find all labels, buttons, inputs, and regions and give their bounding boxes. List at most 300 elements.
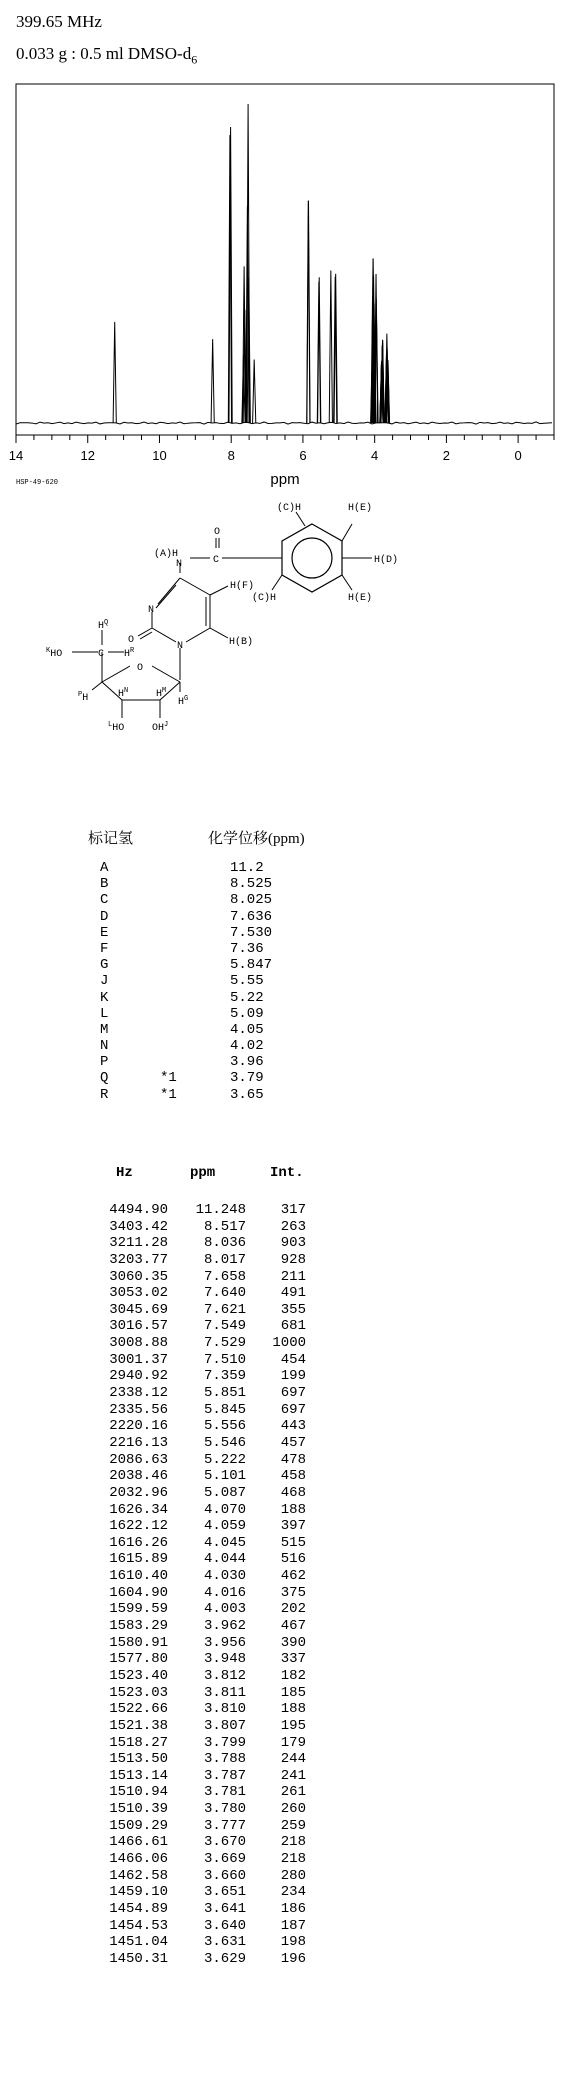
peak-int: 491 — [280, 1285, 306, 1302]
spectrometer-frequency: 399.65 MHz — [16, 12, 102, 31]
peak-ppm: 3.810 — [203, 1701, 246, 1718]
peak-int: 468 — [280, 1484, 306, 1501]
x-tick-label: 10 — [152, 448, 167, 463]
peak-hz: 1513.50 — [109, 1751, 168, 1768]
peak-hz: 1615.89 — [109, 1551, 168, 1568]
shift-value: 3.79 — [230, 1070, 264, 1087]
shift-value: 7.636 — [230, 908, 273, 925]
peak-hz: 3403.42 — [109, 1218, 168, 1235]
label-n1: N — [177, 641, 184, 652]
shift-row — [100, 1087, 340, 1103]
peak-hz: 3016.57 — [109, 1318, 168, 1335]
peak-int: 454 — [280, 1351, 306, 1368]
peak-hz: 3203.77 — [109, 1251, 168, 1268]
peak-ppm: 5.546 — [203, 1434, 246, 1451]
peak-int: 317 — [280, 1202, 306, 1218]
peak-hz: 2220.16 — [109, 1418, 168, 1435]
peak-int: 443 — [280, 1418, 306, 1435]
peak-table-header — [110, 1165, 330, 1185]
peak-row — [96, 1352, 326, 1369]
label-ribose-o: O — [137, 663, 144, 674]
bond-c5-hf — [210, 586, 228, 595]
shift-label: K — [100, 989, 109, 1006]
peak-hz: 1599.59 — [109, 1601, 168, 1618]
label-ch-top: (C)H — [277, 503, 302, 514]
x-tick-label: 4 — [371, 448, 379, 463]
shift-label: E — [100, 924, 109, 941]
shift-label: N — [100, 1038, 109, 1055]
peak-int: 390 — [280, 1634, 306, 1651]
label-he-top: H(E) — [348, 503, 373, 514]
shift-label: L — [100, 1005, 109, 1022]
hz-header: Hz — [116, 1165, 133, 1181]
peak-table — [96, 1202, 326, 1967]
peak-ppm: 3.956 — [203, 1634, 246, 1651]
peak-ppm: 5.087 — [203, 1484, 246, 1501]
peak-ppm: 3.631 — [203, 1934, 246, 1951]
peak-hz: 1522.66 — [109, 1701, 168, 1718]
sample-description — [16, 44, 197, 67]
x-tick-label: 0 — [514, 448, 522, 463]
label-he-bot: H(E) — [348, 593, 373, 604]
peak-ppm: 4.044 — [203, 1551, 246, 1568]
peak-ppm: 7.658 — [203, 1268, 246, 1285]
peak-row — [96, 1368, 326, 1385]
shift-label: D — [100, 908, 109, 925]
peak-row — [96, 1901, 326, 1918]
peak-ppm: 4.030 — [203, 1568, 246, 1585]
peak-hz: 1521.38 — [109, 1717, 168, 1734]
shift-value: 5.847 — [230, 957, 273, 974]
peak-hz: 1626.34 — [109, 1501, 168, 1518]
peak-int: 188 — [280, 1501, 306, 1518]
label-hf: H(F) — [230, 581, 255, 592]
peak-ppm: 7.510 — [203, 1351, 246, 1368]
peak-ppm: 4.059 — [203, 1518, 246, 1535]
peak-hz: 1610.40 — [109, 1568, 168, 1585]
peak-row — [96, 1235, 326, 1252]
peak-row — [96, 1318, 326, 1335]
peak-row — [96, 1502, 326, 1519]
shift-row — [100, 973, 340, 989]
peak-ppm: 3.629 — [203, 1950, 246, 1967]
peak-hz: 2335.56 — [109, 1401, 168, 1418]
peak-hz: 2038.46 — [109, 1468, 168, 1485]
peak-ppm: 8.017 — [203, 1251, 246, 1268]
peak-row — [96, 1402, 326, 1419]
peak-hz: 1454.53 — [109, 1917, 168, 1934]
peak-hz: 2032.96 — [109, 1484, 168, 1501]
bond-he-top — [342, 524, 352, 541]
peak-int: 903 — [280, 1235, 306, 1252]
peak-hz: 2086.63 — [109, 1451, 168, 1468]
peak-ppm: 5.845 — [203, 1401, 246, 1418]
x-tick-label: 6 — [299, 448, 307, 463]
peak-hz: 1580.91 — [109, 1634, 168, 1651]
peak-row — [96, 1535, 326, 1552]
peak-ppm: 3.670 — [203, 1834, 246, 1851]
peak-layer — [113, 104, 389, 423]
x-tick-label: 2 — [442, 448, 451, 463]
peak-row — [96, 1918, 326, 1935]
shift-row — [100, 990, 340, 1006]
shift-row — [100, 941, 340, 957]
peak-ppm: 3.788 — [203, 1751, 246, 1768]
shift-row — [100, 1022, 340, 1038]
peak-int: 458 — [280, 1468, 306, 1485]
peak-row — [96, 1685, 326, 1702]
peak-row — [96, 1635, 326, 1652]
peak-hz: 1577.80 — [109, 1651, 168, 1668]
x-tick-label: 14 — [8, 448, 24, 463]
bond-o-c1p — [152, 666, 180, 682]
peak-hz: 1509.29 — [109, 1817, 168, 1834]
label-hr: $H^R$ — [124, 647, 135, 660]
peak-hz: 1523.03 — [109, 1684, 168, 1701]
peak-row — [96, 1518, 326, 1535]
peak-int: 202 — [280, 1601, 306, 1618]
peak-hz: 1604.90 — [109, 1584, 168, 1601]
col-shift-header: 化学位移(ppm) — [208, 831, 305, 847]
peak-row — [96, 1718, 326, 1735]
peak-int: 182 — [280, 1667, 306, 1684]
peak-hz: 1466.61 — [109, 1834, 168, 1851]
peak-ppm: 5.556 — [203, 1418, 246, 1435]
spectrum-baseline — [16, 422, 552, 424]
shift-value: 5.22 — [230, 989, 264, 1006]
peak-int: 697 — [280, 1385, 306, 1402]
label-amide-n: N — [176, 559, 183, 570]
peak-int: 261 — [280, 1784, 306, 1801]
peak-ppm: 3.640 — [203, 1917, 246, 1934]
peak-int: 355 — [280, 1301, 306, 1318]
peak-row — [96, 1951, 326, 1968]
bond-c4p-o — [102, 666, 130, 682]
peak-row — [96, 1285, 326, 1302]
peak-int: 241 — [280, 1767, 306, 1784]
peak-hz: 1513.14 — [109, 1767, 168, 1784]
shift-row — [100, 957, 340, 973]
peak-ppm: 4.016 — [203, 1584, 246, 1601]
bond-n3-c4 — [158, 578, 180, 604]
peak-hz: 1510.39 — [109, 1801, 168, 1818]
peak-int: 186 — [280, 1900, 306, 1917]
peak-ppm: 11.248 — [195, 1202, 246, 1218]
ppm-header: ppm — [190, 1165, 216, 1181]
peak-hz: 2216.13 — [109, 1434, 168, 1451]
peak-ppm: 7.640 — [203, 1285, 246, 1302]
peak-row — [96, 1851, 326, 1868]
shift-row — [100, 1070, 340, 1086]
shift-label: P — [100, 1054, 109, 1071]
shift-value: 7.36 — [230, 940, 264, 957]
shift-value: 3.96 — [230, 1054, 264, 1071]
shift-row — [100, 892, 340, 908]
shift-label: J — [100, 973, 109, 990]
bond-n3-c4-double — [156, 585, 176, 608]
label-hq: $H^Q$ — [98, 619, 109, 632]
peak-int: 234 — [280, 1884, 306, 1901]
peak-hz: 1462.58 — [109, 1867, 168, 1884]
peak-ppm: 3.780 — [203, 1801, 246, 1818]
peak-row — [96, 1585, 326, 1602]
peak-ppm: 3.962 — [203, 1618, 246, 1635]
shift-label: G — [100, 957, 109, 974]
peak-row — [96, 1418, 326, 1435]
peak-int: 260 — [280, 1801, 306, 1818]
shift-row — [100, 1054, 340, 1070]
peak-ppm: 4.003 — [203, 1601, 246, 1618]
int-header: Int. — [270, 1165, 304, 1181]
peak-int: 681 — [280, 1318, 306, 1335]
peak-int: 697 — [280, 1401, 306, 1418]
peak-int: 185 — [280, 1684, 306, 1701]
spectrum-peak — [329, 271, 332, 423]
peak-hz: 1454.89 — [109, 1900, 168, 1917]
shift-value: 11.2 — [230, 860, 264, 876]
peak-int: 188 — [280, 1701, 306, 1718]
benzene-aromatic-circle — [292, 538, 332, 578]
shift-label: R — [100, 1086, 109, 1103]
shift-label: M — [100, 1021, 109, 1038]
peak-row — [96, 1934, 326, 1951]
peak-ppm: 3.948 — [203, 1651, 246, 1668]
shift-label: A — [100, 860, 109, 876]
peak-hz: 3008.88 — [109, 1335, 168, 1352]
peak-ppm: 3.787 — [203, 1767, 246, 1784]
shift-row — [100, 1038, 340, 1054]
peak-row — [96, 1452, 326, 1469]
peak-int: 337 — [280, 1651, 306, 1668]
peak-ppm: 5.222 — [203, 1451, 246, 1468]
shift-row — [100, 876, 340, 892]
peak-int: 462 — [280, 1568, 306, 1585]
spectrum-code: HSP-49-620 — [16, 479, 59, 487]
label-hn: $H^N$ — [118, 687, 129, 700]
peak-ppm: 4.070 — [203, 1501, 246, 1518]
peak-hz: 1622.12 — [109, 1518, 168, 1535]
peak-int: 516 — [280, 1551, 306, 1568]
peak-ppm: 8.517 — [203, 1218, 246, 1235]
peak-int: 263 — [280, 1218, 306, 1235]
shift-value: 4.05 — [230, 1021, 264, 1038]
peak-ppm: 3.781 — [203, 1784, 246, 1801]
bond-c4-c5 — [180, 578, 210, 595]
peak-ppm: 4.045 — [203, 1534, 246, 1551]
peak-int: 198 — [280, 1934, 306, 1951]
bond-c4p-hp — [92, 682, 102, 690]
label-ha: (A)H — [154, 549, 179, 560]
sample-main: 0.033 g : 0.5 ml DMSO-d — [16, 44, 192, 63]
peak-row — [96, 1884, 326, 1901]
spectrum-peak — [253, 360, 256, 423]
shift-row — [100, 925, 340, 941]
peak-ppm: 8.036 — [203, 1235, 246, 1252]
x-tick-label: 8 — [227, 448, 235, 463]
peak-row — [96, 1818, 326, 1835]
peak-hz: 3211.28 — [109, 1235, 168, 1252]
bond-c2-o — [138, 628, 152, 636]
peak-row — [96, 1468, 326, 1485]
label-l-ho: $^L$HO — [108, 721, 125, 734]
peak-ppm: 7.621 — [203, 1301, 246, 1318]
bond-c6-n1 — [186, 628, 210, 642]
sample-subscript: 6 — [191, 52, 198, 67]
label-hd: H(D) — [374, 555, 399, 566]
label-oh-j: $OH^J$ — [152, 721, 169, 734]
shift-value: 8.025 — [230, 892, 273, 909]
label-ch-bot: (C)H — [252, 593, 277, 604]
peak-row — [96, 1202, 326, 1219]
shift-note: *1 — [160, 1070, 177, 1087]
peak-ppm: 5.851 — [203, 1385, 246, 1402]
peak-ppm: 3.811 — [203, 1684, 246, 1701]
benzene-ring — [282, 524, 342, 592]
peak-ppm: 3.641 — [203, 1900, 246, 1917]
spectrum-peak — [307, 201, 310, 423]
shift-value: 5.55 — [230, 973, 264, 990]
peak-row — [96, 1485, 326, 1502]
peak-row — [96, 1385, 326, 1402]
peak-int: 211 — [280, 1268, 306, 1285]
peak-row — [96, 1784, 326, 1801]
peak-row — [96, 1701, 326, 1718]
peak-hz: 2338.12 — [109, 1385, 168, 1402]
peak-hz: 1450.31 — [109, 1950, 168, 1967]
peak-row — [96, 1735, 326, 1752]
peak-int: 179 — [280, 1734, 306, 1751]
shift-row — [100, 860, 340, 876]
peak-hz: 4494.90 — [109, 1202, 168, 1218]
spectrum-peak — [113, 322, 116, 423]
peak-hz: 1451.04 — [109, 1934, 168, 1951]
bond-ch-top — [296, 512, 305, 526]
bond-he-bot — [342, 575, 352, 590]
spectrum-peak — [211, 339, 214, 423]
shift-label: Q — [100, 1070, 109, 1087]
peak-row — [96, 1651, 326, 1668]
peak-int: 515 — [280, 1534, 306, 1551]
peak-ppm: 3.799 — [203, 1734, 246, 1751]
peak-row — [96, 1868, 326, 1885]
peak-hz: 3053.02 — [109, 1285, 168, 1302]
bond-ch-bot — [272, 575, 282, 590]
nmr-spectrum-chart — [0, 78, 570, 498]
peak-ppm: 7.549 — [203, 1318, 246, 1335]
peak-row — [96, 1768, 326, 1785]
peak-row — [96, 1834, 326, 1851]
label-k-ho: $^K$HO — [46, 647, 63, 660]
peak-row — [96, 1302, 326, 1319]
peak-int: 199 — [280, 1368, 306, 1385]
peak-int: 218 — [280, 1834, 306, 1851]
peak-int: 244 — [280, 1751, 306, 1768]
peak-int: 259 — [280, 1817, 306, 1834]
shift-value: 4.02 — [230, 1038, 264, 1055]
label-n3: N — [148, 605, 155, 616]
peak-row — [96, 1551, 326, 1568]
peak-row — [96, 1219, 326, 1236]
shift-value: 3.65 — [230, 1086, 264, 1103]
peak-ppm: 5.101 — [203, 1468, 246, 1485]
peak-ppm: 3.807 — [203, 1717, 246, 1734]
shift-table — [100, 860, 340, 1103]
peak-row — [96, 1252, 326, 1269]
peak-int: 218 — [280, 1850, 306, 1867]
shift-value: 8.525 — [230, 876, 273, 893]
peak-int: 467 — [280, 1618, 306, 1635]
label-hp: $^P$H — [78, 691, 89, 704]
bond-c6-hb — [210, 628, 228, 638]
shift-label: B — [100, 876, 109, 893]
peak-int: 478 — [280, 1451, 306, 1468]
label-c2-o: O — [128, 635, 135, 646]
peak-row — [96, 1751, 326, 1768]
peak-row — [96, 1601, 326, 1618]
peak-row — [96, 1801, 326, 1818]
label-carbonyl-o: O — [214, 527, 221, 538]
peak-hz: 3045.69 — [109, 1301, 168, 1318]
peak-ppm: 7.359 — [203, 1368, 246, 1385]
peak-ppm: 3.651 — [203, 1884, 246, 1901]
molecule-structure — [30, 500, 430, 815]
peak-hz: 3001.37 — [109, 1351, 168, 1368]
label-c5p: C — [98, 649, 105, 660]
peak-int: 280 — [280, 1867, 306, 1884]
shift-label: C — [100, 892, 109, 909]
shift-row — [100, 909, 340, 925]
shift-label: F — [100, 940, 109, 957]
peak-int: 187 — [280, 1917, 306, 1934]
shift-row — [100, 1006, 340, 1022]
x-axis-label: ppm — [270, 471, 300, 488]
peak-int: 195 — [280, 1717, 306, 1734]
shift-value: 5.09 — [230, 1005, 264, 1022]
peak-int: 196 — [280, 1950, 306, 1967]
peak-hz: 2940.92 — [109, 1368, 168, 1385]
peak-hz: 1583.29 — [109, 1618, 168, 1635]
col-label-header: 标记氢 — [88, 831, 134, 847]
peak-ppm: 3.812 — [203, 1667, 246, 1684]
spectrum-frame — [16, 84, 554, 435]
peak-ppm: 3.669 — [203, 1850, 246, 1867]
peak-row — [96, 1335, 326, 1352]
bond-c2-o-double — [140, 632, 152, 639]
peak-ppm: 3.660 — [203, 1867, 246, 1884]
shift-note: *1 — [160, 1086, 177, 1103]
x-tick-label: 12 — [80, 448, 95, 463]
shift-value: 7.530 — [230, 924, 273, 941]
label-hb: H(B) — [229, 637, 254, 648]
peak-ppm: 3.777 — [203, 1817, 246, 1834]
peak-row — [96, 1435, 326, 1452]
peak-hz: 1510.94 — [109, 1784, 168, 1801]
peak-hz: 3060.35 — [109, 1268, 168, 1285]
peak-hz: 1459.10 — [109, 1884, 168, 1901]
x-axis — [9, 422, 554, 463]
peak-int: 457 — [280, 1434, 306, 1451]
peak-int: 397 — [280, 1518, 306, 1535]
peak-row — [96, 1568, 326, 1585]
bond-n1-c2 — [152, 628, 176, 642]
peak-row — [96, 1668, 326, 1685]
peak-hz: 1523.40 — [109, 1667, 168, 1684]
peak-ppm: 7.529 — [203, 1335, 246, 1352]
peak-hz: 1616.26 — [109, 1534, 168, 1551]
peak-row — [96, 1269, 326, 1286]
label-amide-c: C — [213, 555, 220, 566]
peak-row — [96, 1618, 326, 1635]
